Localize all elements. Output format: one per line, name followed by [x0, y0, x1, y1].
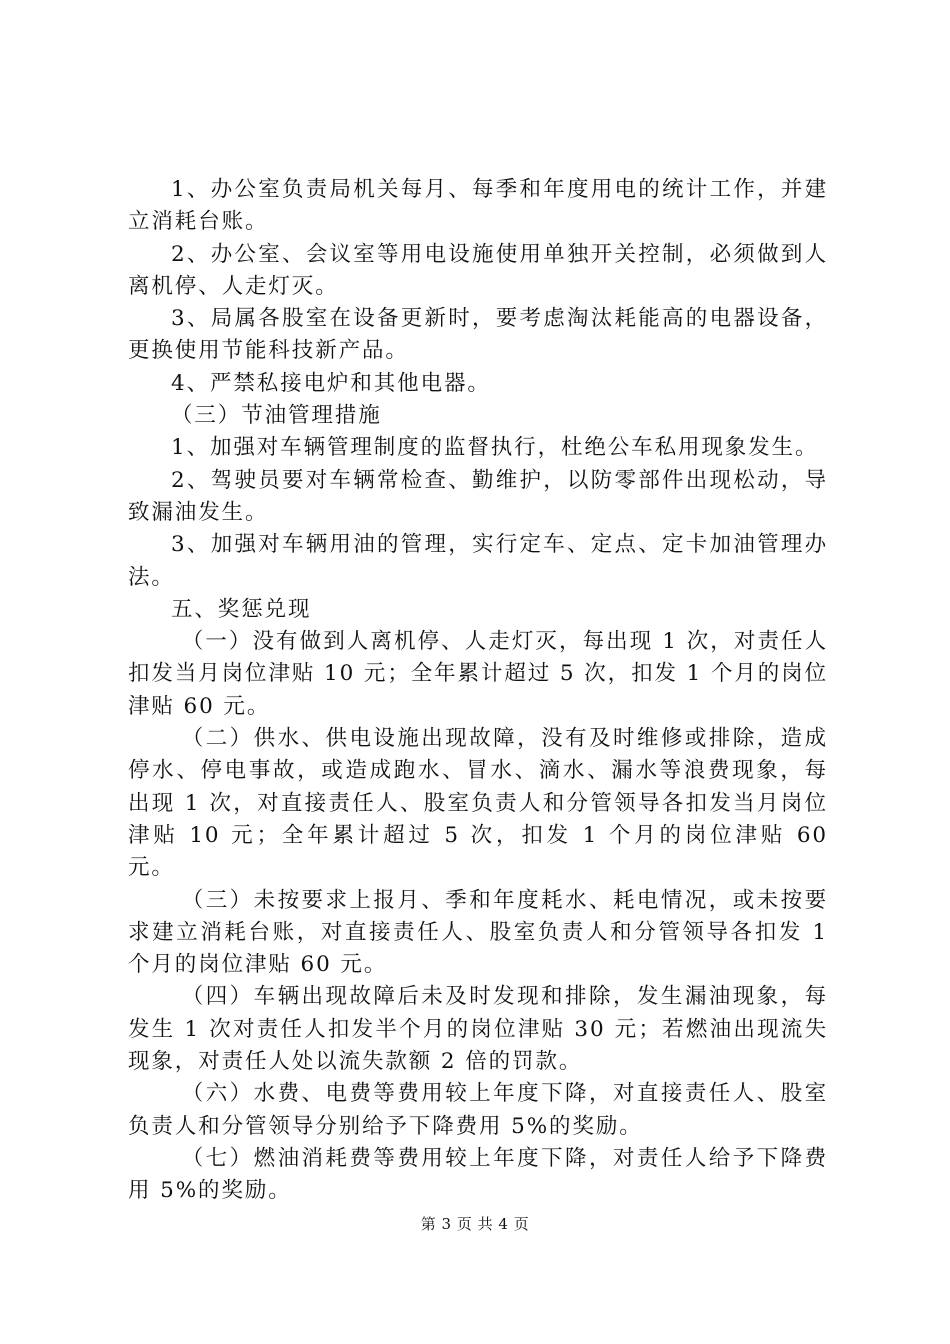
paragraph-penalty-lights: （一）没有做到人离机停、人走灯灭，每出现 1 次，对责任人扣发当月岗位津贴 10 元；全年累计超过 5 次，扣发 1 个月的岗位津贴 60 元。: [128, 629, 828, 719]
page-number-footer: 第 3 页 共 4 页: [420, 1215, 530, 1233]
paragraph-penalty-vehicle-leak: （四）车辆出现故障后未及时发现和排除，发生漏油现象，每发生 1 次对责任人扣发半个月的岗位津贴 30 元；若燃油出现流失现象，对责任人处以流失款额 2 倍的罚款。: [128, 984, 828, 1075]
paragraph-vehicle-supervision: 1、加强对车辆管理制度的监督执行，杜绝公车私用现象发生。: [171, 435, 819, 461]
paragraph-reward-fuel-savings: （七）燃油消耗费等费用较上年度下降，对责任人给予下降费用 5%的奖励。: [128, 1145, 828, 1204]
section-heading-rewards-penalties: 五、奖惩兑现: [171, 596, 312, 622]
paragraph-penalty-facility-failure: （二）供水、供电设施出现故障，没有及时维修或排除，造成停水、停电事故，或造成跑水、冒水、滴水、漏水等浪费现象，每出现 1 次，对直接责任人、股室负责人和分管领导各扣发当月岗位津贴 10 元；全年累计超过 5 次，扣发 1 个月的岗位津贴 60 元。: [128, 726, 828, 881]
paragraph-penalty-reporting: （三）未按要求上报月、季和年度耗水、耗电情况，或未按要求建立消耗台账，对直接责任人、股室负责人和分管领导各扣发 1 个月的岗位津贴 60 元。: [128, 887, 828, 978]
paragraph-equipment-update: 3、局属各股室在设备更新时，要考虑淘汰耗能高的电器设备，更换使用节能科技新产品。: [128, 306, 828, 364]
document-body: [128, 174, 828, 1208]
paragraph-switch-control: 2、办公室、会议室等用电设施使用单独开关控制，必须做到人离机停、人走灯灭。: [128, 241, 828, 299]
paragraph-reward-utility-savings: （六）水费、电费等费用较上年度下降，对直接责任人、股室负责人和分管领导分别给予下降费用 5%的奖励。: [128, 1081, 828, 1139]
paragraph-driver-maintenance: 2、驾驶员要对车辆常检查、勤维护，以防零部件出现松动，导致漏油发生。: [128, 467, 828, 525]
section-heading-fuel-saving: （三）节油管理措施: [171, 403, 382, 429]
paragraph-electricity-statistics: 1、办公室负责局机关每月、每季和年度用电的统计工作，并建立消耗台账。: [128, 177, 828, 235]
paragraph-fuel-management: 3、加强对车辆用油的管理，实行定车、定点、定卡加油管理办法。: [128, 532, 828, 590]
paragraph-no-private-appliances: 4、严禁私接电炉和其他电器。: [171, 370, 491, 396]
